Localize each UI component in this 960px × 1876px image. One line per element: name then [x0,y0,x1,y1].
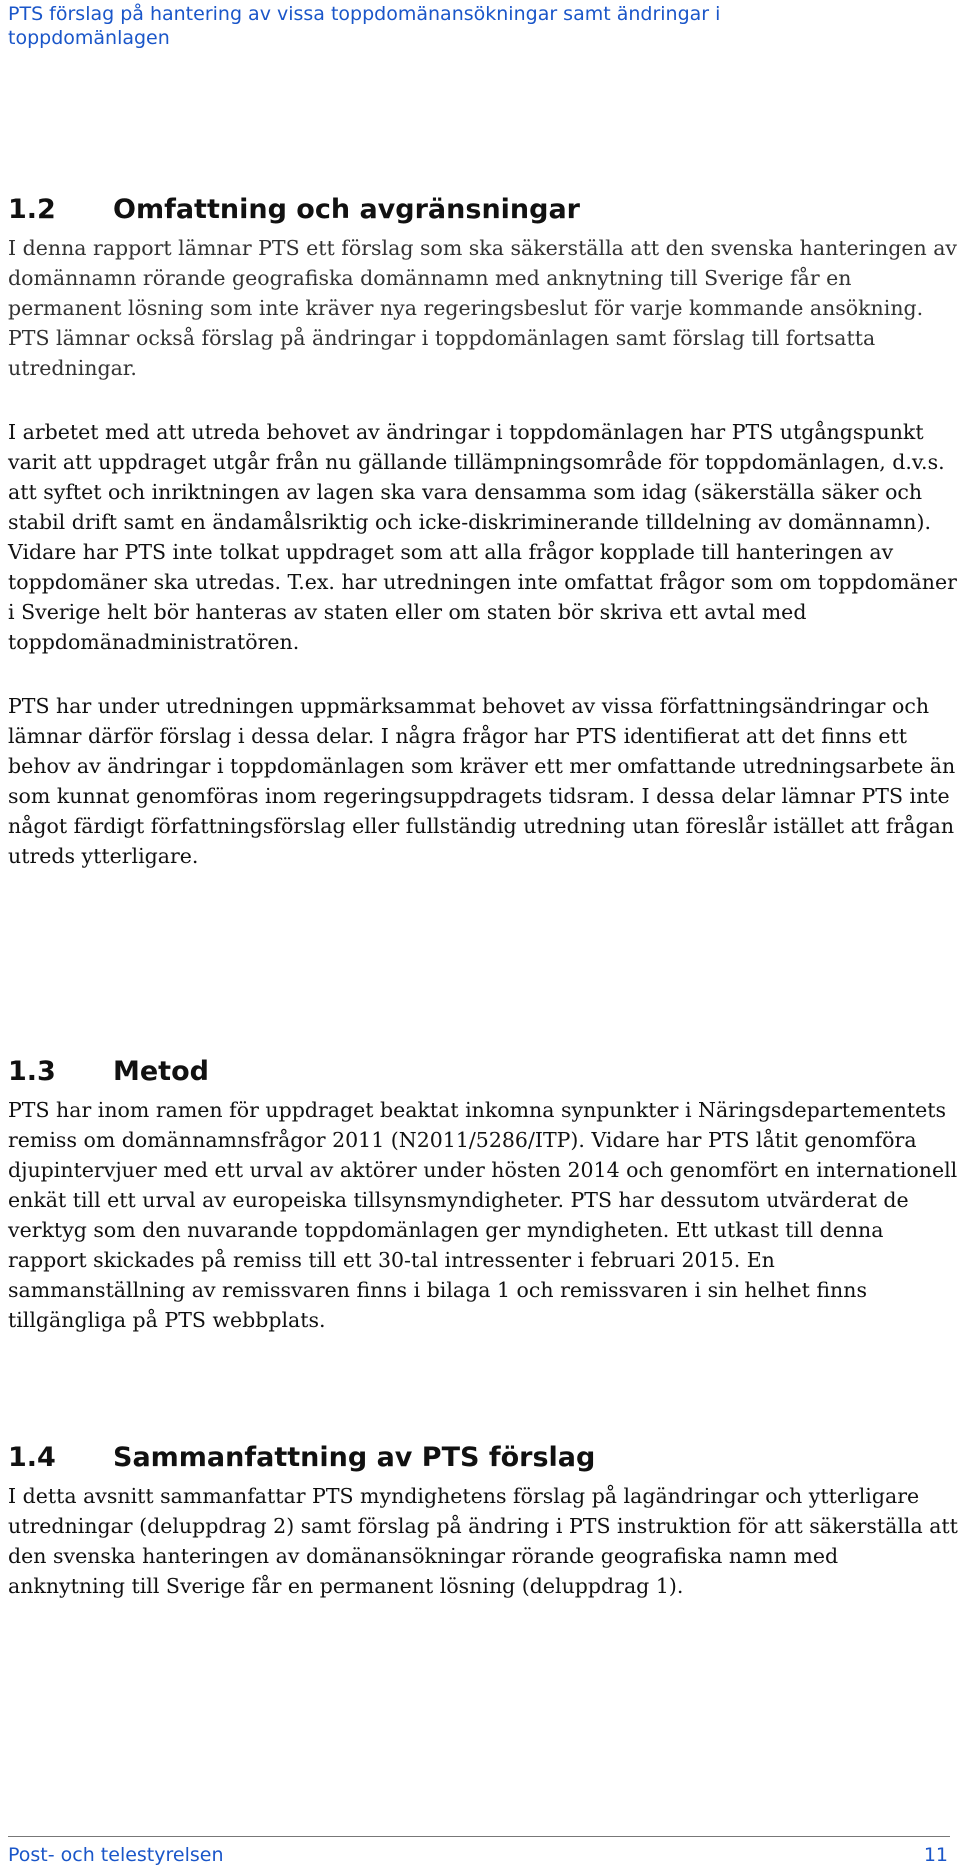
footer-organization: Post- och telestyrelsen [8,1844,224,1866]
section-sammanfattning [8,1441,958,1601]
section-title: Metod [113,1056,209,1087]
page-header-title: PTS förslag på hantering av vissa toppdomänansökningar samt ändringar i toppdomänlagen [8,3,721,49]
section-heading [8,1055,958,1089]
section-heading [8,193,958,227]
page-footer [8,1843,948,1867]
paragraph: I arbetet med att utreda behovet av ändringar i toppdomänlagen har PTS utgångspunkt varit att uppdraget utgår från nu gällande tillämpningsområde för toppdomänlagen, d.v.s. att syftet och inriktningen av lagen ska vara densamma som idag (säkerställa säker och stabil drift samt en ändamålsriktig och icke-diskriminerande tilldelning av domännamn). Vidare har PTS inte tolkat uppdraget som att alla frågor kopplade till hanteringen av toppdomäner ska utredas. T.ex. har utredningen inte omfattat frågor som om toppdomäner i Sverige helt bör hanteras av staten eller om staten bör skriva ett avtal med toppdomänadministratören. [8,420,957,654]
section-title: Sammanfattning av PTS förslag [113,1442,596,1473]
section-number: 1.4 [8,1442,56,1473]
section-title: Omfattning och avgränsningar [113,194,581,225]
paragraph: PTS har inom ramen för uppdraget beaktat inkomna synpunkter i Näringsdepartementets remiss om domännamnsfrågor 2011 (N2011/5286/ITP). Vidare har PTS låtit genomföra djupintervjuer med ett urval av aktörer under hösten 2014 och genomfört en internationell enkät till ett urval av europeiska tillsynsmyndigheter. PTS har dessutom utvärderat de verktyg som den nuvarande toppdomänlagen ger myndigheten. Ett utkast till denna rapport skickades på remiss till ett 30-tal intressenter i februari 2015. En sammanställning av remissvaren finns i bilaga 1 och remissvaren i sin helhet finns tillgängliga på PTS webbplats. [8,1098,958,1332]
page-number: 11 [923,1844,948,1866]
section-omfattning [8,193,958,871]
paragraph: I detta avsnitt sammanfattar PTS myndighetens förslag på lagändringar och ytterligare utredningar (deluppdrag 2) samt förslag på ändring i PTS instruktion för att säkerställa att den svenska hanteringen av domänansökningar rörande geografiska namn med anknytning till Sverige får en permanent lösning (deluppdrag 1). [8,1484,958,1598]
section-heading [8,1441,958,1475]
paragraph: PTS har under utredningen uppmärksammat behovet av vissa författningsändringar och lämnar därför förslag i dessa delar. I några frågor har PTS identifierat att det finns ett behov av ändringar i toppdomänlagen som kräver ett mer omfattande utredningsarbete än som kunnat genomföras inom regeringsuppdragets tidsram. I dessa delar lämnar PTS inte något färdigt författningsförslag eller fullständig utredning utan föreslår istället att frågan utreds ytterligare. [8,694,956,868]
footer-divider [8,1836,950,1837]
section-number: 1.3 [8,1056,56,1087]
section-metod [8,1055,958,1335]
paragraph: I denna rapport lämnar PTS ett förslag som ska säkerställa att den svenska hanteringen av domännamn rörande geografiska domännamn med anknytning till Sverige får en permanent lösning som inte kräver nya regeringsbeslut för varje kommande ansökning. PTS lämnar också förslag på ändringar i toppdomänlagen samt förslag till fortsatta utredningar. [8,236,958,380]
section-number: 1.2 [8,194,56,225]
